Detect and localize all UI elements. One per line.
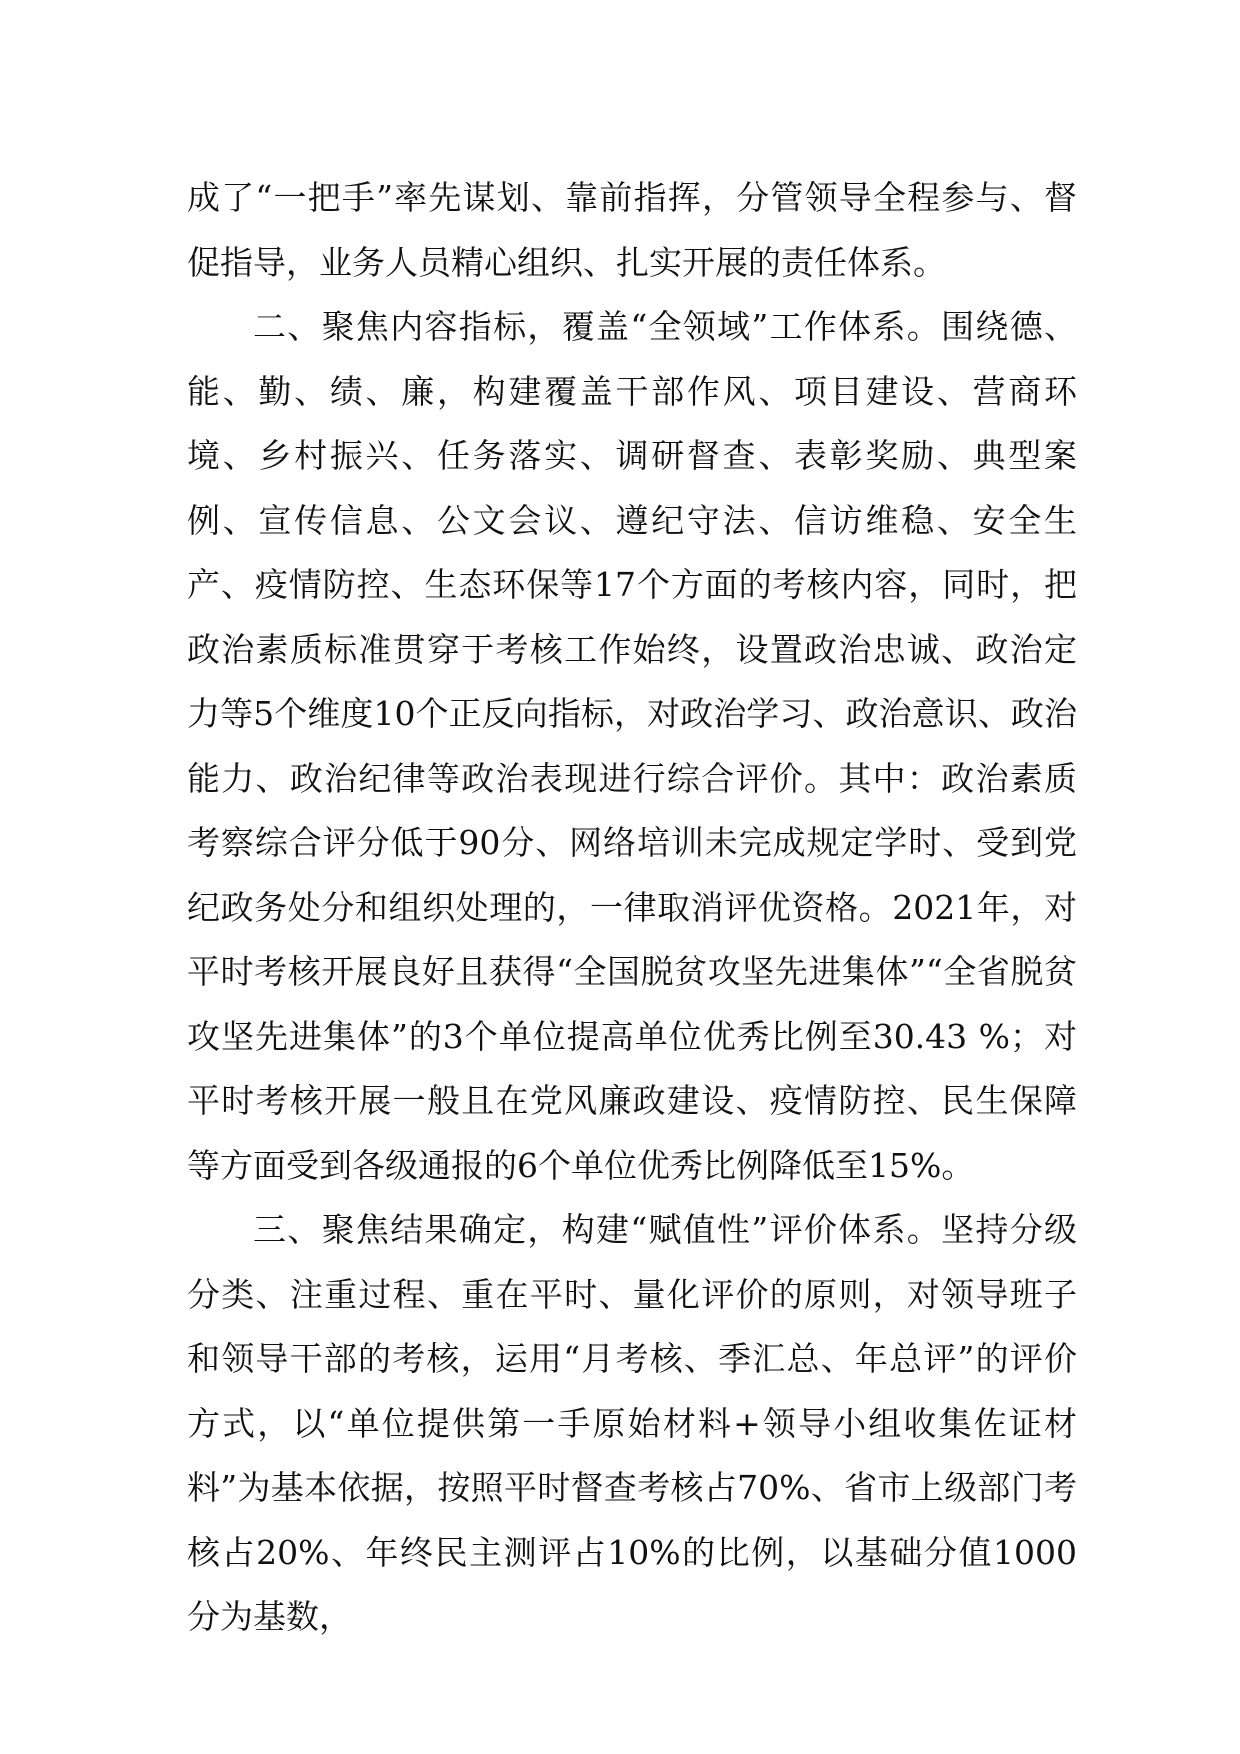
paragraph-continuation: 成了“一把手”率先谋划、靠前指挥，分管领导全程参与、督促指导，业务人员精心组织、扎实开展的责任体系。 bbox=[187, 178, 1077, 282]
paragraph-section-three: 三、聚焦结果确定，构建“赋值性”评价体系。坚持分级分类、注重过程、重在平时、量化评价的原则，对领导班子和领导干部的考核，运用“月考核、季汇总、年总评”的评价方式，以“单位提供第一手原始材料+领导小组收集佐证材料”为基本依据，按照平时督查考核占70%、省市上级部门考核占20%、年终民主测评占10%的比例，以基础分值1000分为基数， bbox=[187, 1210, 1077, 1636]
paragraph-section-two: 二、聚焦内容指标，覆盖“全领域”工作体系。围绕德、能、勤、绩、廉，构建覆盖干部作风、项目建设、营商环境、乡村振兴、任务落实、调研督查、表彰奖励、典型案例、宣传信息、公文会议、遵纪守法、信访维稳、安全生产、疫情防控、生态环保等17个方面的考核内容，同时，把政治素质标准贯穿于考核工作始终，设置政治忠诚、政治定力等5个维度10个正反向指标，对政治学习、政治意识、政治能力、政治纪律等政治表现进行综合评价。其中：政治素质考察综合评分低于90分、网络培训未完成规定学时、受到党纪政务处分和组织处理的，一律取消评优资格。2021年，对平时考核开展良好且获得“全国脱贫攻坚先进集体”“全省脱贫攻坚先进集体”的3个单位提高单位优秀比例至30.43 %；对平时考核开展一般且在党风廉政建设、疫情防控、民生保障等方面受到各级通报的6个单位优秀比例降低至15%。 bbox=[187, 307, 1077, 1185]
document-body bbox=[187, 166, 1077, 1650]
